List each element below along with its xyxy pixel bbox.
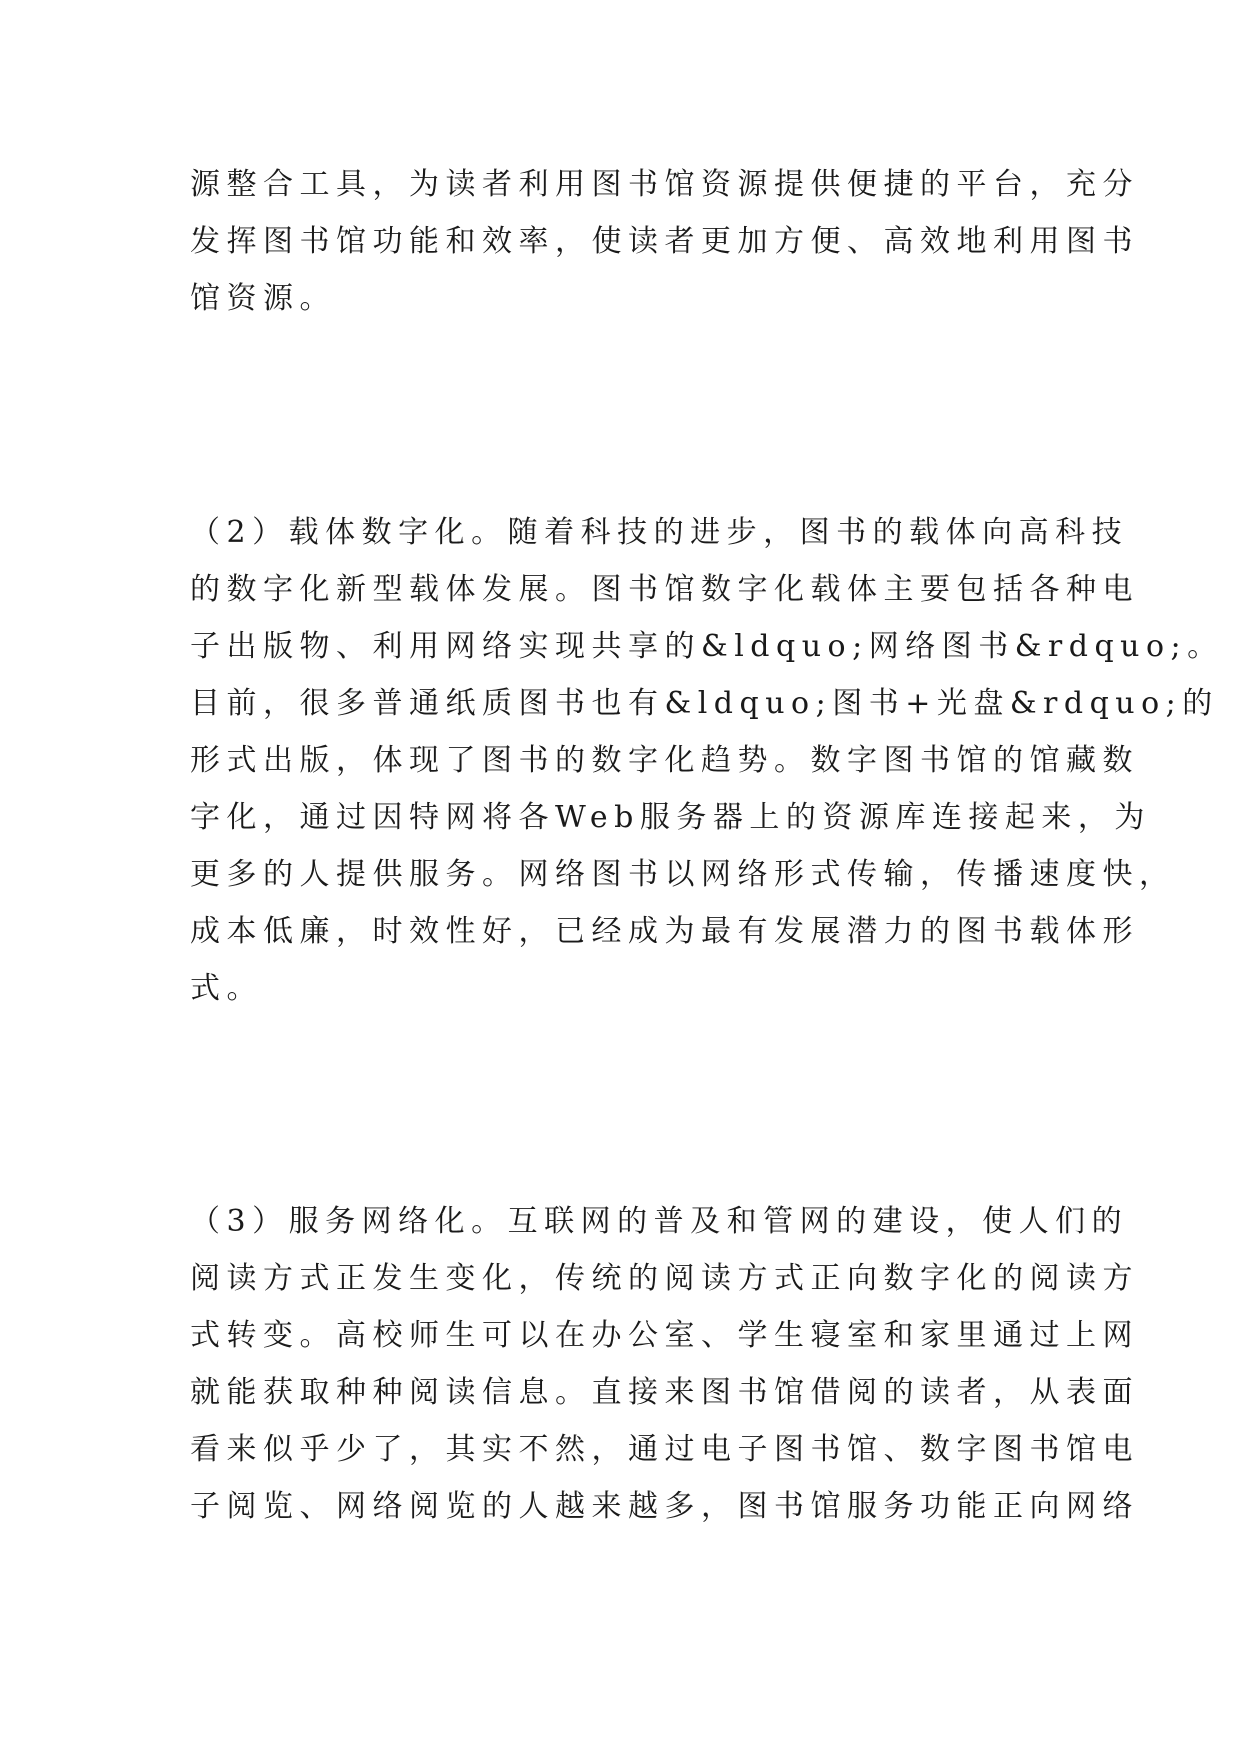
paragraph-line: 成本低廉，时效性好，已经成为最有发展潜力的图书载体形 <box>190 914 1139 949</box>
paragraph-line: 式。 <box>190 971 263 1006</box>
paragraph-line: 目前，很多普通纸质图书也有&ldquo;图书+光盘&rdquo;的 <box>190 686 1219 721</box>
paragraph-line: 看来似乎少了，其实不然，通过电子图书馆、数字图书馆电 <box>190 1432 1139 1467</box>
paragraph-line: 形式出版，体现了图书的数字化趋势。数字图书馆的馆藏数 <box>190 743 1139 778</box>
paragraph-line: 阅读方式正发生变化，传统的阅读方式正向数字化的阅读方 <box>190 1261 1139 1296</box>
paragraph-line: 更多的人提供服务。网络图书以网络形式传输，传播速度快， <box>190 857 1176 892</box>
paragraph-line: 源整合工具，为读者利用图书馆资源提供便捷的平台，充分 <box>190 167 1139 202</box>
paragraph-line: 子出版物、利用网络实现共享的&ldquo;网络图书&rdquo;。 <box>190 629 1224 664</box>
paragraph-line: 子阅览、网络阅览的人越来越多，图书馆服务功能正向网络 <box>190 1489 1139 1524</box>
paragraph-line: （3）服务网络化。互联网的普及和管网的建设，使人们的 <box>190 1204 1129 1239</box>
paragraph-line: 馆资源。 <box>190 281 336 316</box>
paragraph-line: 字化，通过因特网将各Web服务器上的资源库连接起来，为 <box>190 800 1151 835</box>
paragraph-line: 式转变。高校师生可以在办公室、学生寝室和家里通过上网 <box>190 1318 1139 1353</box>
paragraph-line: 发挥图书馆功能和效率，使读者更加方便、高效地利用图书 <box>190 224 1139 259</box>
paragraph-line: 就能获取种种阅读信息。直接来图书馆借阅的读者，从表面 <box>190 1375 1139 1410</box>
paragraph-line: （2）载体数字化。随着科技的进步，图书的载体向高科技 <box>190 515 1129 550</box>
paragraph-line: 的数字化新型载体发展。图书馆数字化载体主要包括各种电 <box>190 572 1139 607</box>
